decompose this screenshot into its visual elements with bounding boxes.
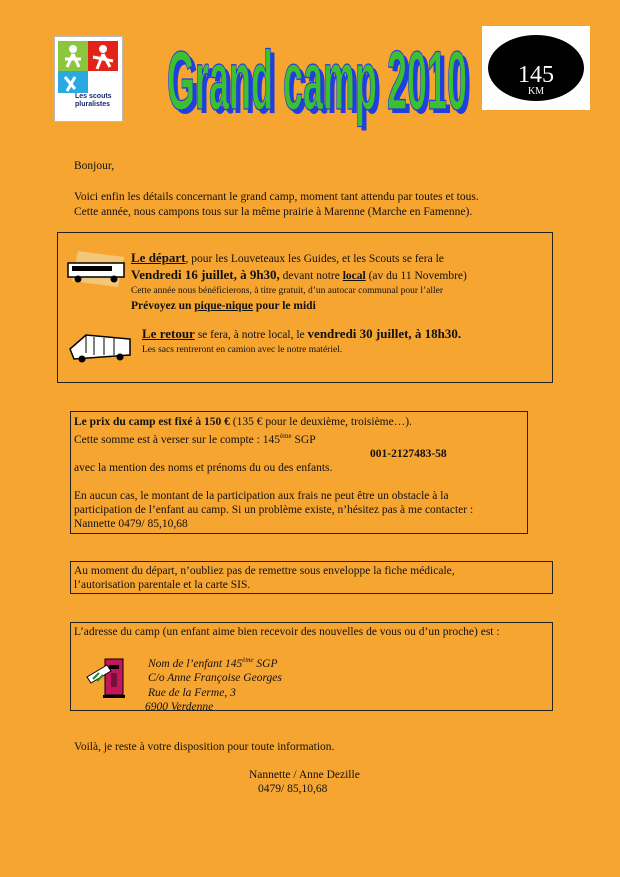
departure-line-2-end: (av du 11 Novembre) — [365, 270, 467, 282]
signature-phone: 0479/ 85,10,68 — [258, 783, 328, 795]
departure-line-4-start: Prévoyez un — [131, 300, 195, 312]
departure-local: local — [342, 270, 366, 282]
return-date: vendredi 30 juillet, à 18h30. — [307, 326, 462, 341]
address-intro: L’adresse du camp (un enfant aime bien recevoir des nouvelles de vous ou d’un proche) est : — [74, 626, 500, 638]
price-box — [70, 411, 528, 534]
signature: Nannette / Anne Dezille — [249, 769, 360, 781]
address-name-start: Nom de l’enfant 145 — [148, 657, 243, 670]
price-line-1-bold: Le prix du camp est fixé à 150 € — [74, 416, 230, 428]
price-line-1-rest: (135 € pour le deuxième, troisième…). — [229, 416, 412, 428]
address-line-4: 6900 Verdenne — [145, 701, 214, 714]
price-contact: Nannette 0479/ 85,10,68 — [74, 517, 188, 530]
page-title — [158, 36, 476, 132]
logo-number: 145 — [518, 62, 554, 88]
logo-letters: KM — [527, 86, 545, 97]
greeting: Bonjour, — [74, 160, 115, 172]
departure-heading: Le départ — [131, 250, 186, 265]
intro-line-2: Cette année, nous campons tous sur la même prairie à Marenne (Marche en Famenne). — [74, 206, 473, 218]
scouts-pluralistes-logo — [54, 36, 123, 122]
return-line-2: Les sacs rentreront en camion avec le notre matériel. — [142, 345, 343, 355]
departure-return-box — [57, 232, 553, 383]
price-line-2-start: Cette somme est à verser sur le compte : 145 — [74, 433, 280, 446]
truck-icon — [64, 329, 136, 365]
address-name-sup: ème — [242, 656, 254, 664]
address-name-end: SGP — [253, 657, 278, 670]
return-line-1-mid: se fera, à notre local, le — [194, 329, 308, 341]
price-line-5: participation de l’enfant au camp. Si un problème existe, n’hésitez pas à me contacter : — [74, 503, 474, 516]
price-line-3: avec la mention des noms et prénoms du ou des enfants. — [74, 461, 333, 474]
reminder-line-2: l’autorisation parentale et la carte SIS. — [74, 579, 251, 591]
bus-icon — [64, 249, 130, 289]
departure-line-3: Cette année nous bénéficierons, à titre gratuit, d’un autocar communal pour l’aller — [131, 286, 444, 296]
closing-line: Voilà, je reste à votre disposition pour toute information. — [74, 741, 335, 753]
address-box — [70, 622, 553, 714]
price-line-4: En aucun cas, le montant de la participation aux frais ne peut être un obstacle à la — [74, 489, 449, 502]
address-line-3: Rue de la Ferme, 3 — [148, 686, 236, 699]
145-km-logo — [482, 26, 590, 110]
departure-line-2-mid: devant notre — [279, 270, 343, 282]
departure-date: Vendredi 16 juillet, à 9h30, — [131, 267, 280, 282]
return-heading: Le retour — [142, 326, 195, 341]
price-line-2-end: SGP — [291, 433, 316, 446]
departure-line-1: , pour les Louveteaux les Guides, et les Scouts se fera le — [185, 253, 444, 265]
reminder-line-1: Au moment du départ, n’oubliez pas de remettre sous enveloppe la fiche médicale, — [74, 565, 455, 577]
departure-picnic: pique-nique — [194, 300, 254, 312]
mailbox-icon — [85, 653, 133, 699]
intro-line-1: Voici enfin les détails concernant le grand camp, moment tant attendu par toutes et tous. — [74, 191, 479, 203]
title-shadow: Grand camp 2010 — [171, 36, 471, 132]
logo-left-text: Les scouts pluralistes — [75, 93, 112, 108]
address-line-2: C/o Anne Françoise Georges — [148, 672, 282, 685]
bank-account: 001-2127483-58 — [370, 447, 447, 460]
title-text: Grand camp 2010 — [167, 36, 467, 128]
reminder-box — [70, 561, 553, 594]
departure-line-4-end: pour le midi — [253, 300, 316, 312]
price-line-2-sup: ème — [279, 432, 292, 440]
